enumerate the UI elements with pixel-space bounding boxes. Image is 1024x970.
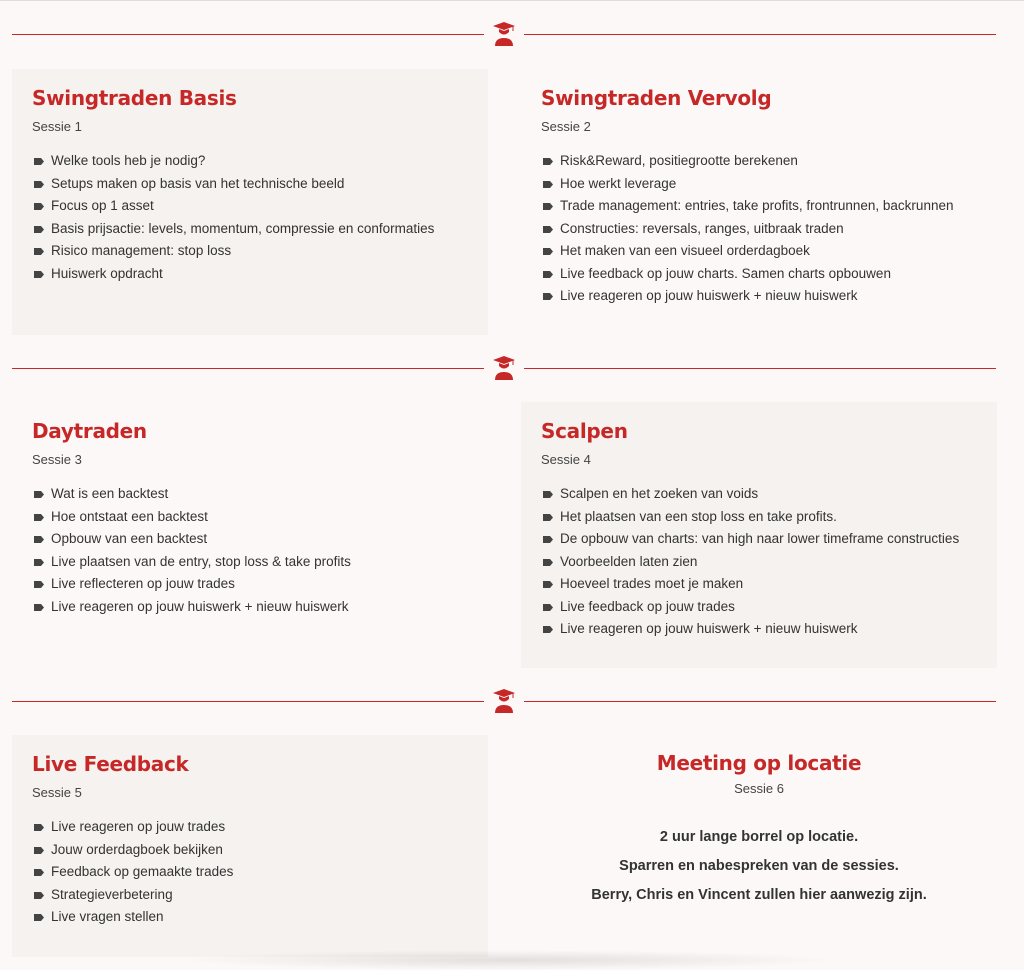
meeting-description (522, 823, 996, 910)
session-title: Swingtraden Vervolg (541, 86, 772, 110)
section-divider (12, 20, 996, 50)
tag-icon (543, 604, 553, 611)
list-item: Hoeveel trades moet je maken (543, 573, 959, 596)
section-divider (12, 354, 996, 384)
list-item: Live feedback op jouw trades (543, 596, 959, 619)
session-number: Sessie 1 (32, 119, 82, 134)
list-item: Constructies: reversals, ranges, uitbraak traden (543, 218, 953, 241)
divider-line (12, 368, 484, 369)
tag-icon (34, 248, 44, 255)
session-number: Sessie 5 (32, 785, 82, 800)
tag-icon (34, 559, 44, 566)
list-item: Welke tools heb je nodig? (34, 150, 434, 173)
graduate-icon (493, 22, 515, 46)
tag-icon (543, 514, 553, 521)
tag-icon (34, 226, 44, 233)
tag-icon (543, 536, 553, 543)
meeting-title: Meeting op locatie (656, 751, 862, 775)
list-item: Het maken van een visueel orderdagboek (543, 240, 953, 263)
list-item: Voorbeelden laten zien (543, 551, 959, 574)
tag-icon (543, 626, 553, 633)
session-title: Daytraden (32, 419, 147, 443)
meeting-line: Sparren en nabespreken van de sessies. (619, 858, 899, 874)
session-title: Live Feedback (32, 752, 189, 776)
session-title: Swingtraden Basis (32, 86, 237, 110)
list-item: Hoe werkt leverage (543, 173, 953, 196)
session-topics (543, 483, 959, 641)
tag-icon (34, 158, 44, 165)
session-topics (34, 150, 434, 285)
session-number: Sessie 4 (541, 452, 591, 467)
tag-icon (34, 824, 44, 831)
tag-icon (543, 181, 553, 188)
tag-icon (543, 293, 553, 300)
list-item: Live reflecteren op jouw trades (34, 573, 351, 596)
list-item: Live reageren op jouw trades (34, 816, 233, 839)
tag-icon (34, 581, 44, 588)
list-item: Wat is een backtest (34, 483, 351, 506)
list-item: Risk&Reward, positiegrootte berekenen (543, 150, 953, 173)
graduate-icon (493, 356, 515, 380)
tag-icon (34, 914, 44, 921)
tag-icon (34, 491, 44, 498)
meeting-line: Berry, Chris en Vincent zullen hier aanwezig zijn. (591, 887, 927, 903)
list-item: Het plaatsen van een stop loss en take profits. (543, 506, 959, 529)
tag-icon (34, 536, 44, 543)
session-number: Sessie 3 (32, 452, 82, 467)
list-item: Setups maken op basis van het technische beeld (34, 173, 434, 196)
tag-icon (543, 158, 553, 165)
session-topics (34, 816, 233, 929)
tag-icon (543, 559, 553, 566)
session-card-2 (521, 69, 997, 335)
tag-icon (543, 226, 553, 233)
tag-icon (34, 604, 44, 611)
list-item: Basis prijsactie: levels, momentum, compressie en conformaties (34, 218, 434, 241)
bottom-shadow (180, 950, 840, 970)
divider-line (524, 701, 996, 702)
list-item: Feedback op gemaakte trades (34, 861, 233, 884)
tag-icon (34, 271, 44, 278)
list-item: Risico management: stop loss (34, 240, 434, 263)
tag-icon (34, 514, 44, 521)
tag-icon (34, 203, 44, 210)
list-item: Huiswerk opdracht (34, 263, 434, 286)
list-item: Live reageren op jouw huiswerk + nieuw huiswerk (543, 618, 959, 641)
top-border (0, 0, 1024, 1)
section-divider (12, 687, 996, 717)
list-item: Live vragen stellen (34, 906, 233, 929)
list-item: Live reageren op jouw huiswerk + nieuw huiswerk (34, 596, 351, 619)
list-item: Scalpen en het zoeken van voids (543, 483, 959, 506)
meeting-card (522, 735, 996, 955)
list-item: Hoe ontstaat een backtest (34, 506, 351, 529)
session-card-3 (12, 402, 488, 668)
session-card-5 (12, 735, 488, 957)
divider-line (524, 368, 996, 369)
tag-icon (543, 248, 553, 255)
tag-icon (34, 892, 44, 899)
divider-line (524, 34, 996, 35)
session-number: Sessie 2 (541, 119, 591, 134)
session-topics (543, 150, 953, 308)
graduate-icon (493, 689, 515, 713)
session-number: Sessie 6 (734, 781, 784, 796)
tag-icon (34, 181, 44, 188)
list-item: Strategieverbetering (34, 884, 233, 907)
meeting-line: 2 uur lange borrel op locatie. (659, 829, 859, 845)
list-item: Live reageren op jouw huiswerk + nieuw huiswerk (543, 285, 953, 308)
tag-icon (34, 847, 44, 854)
list-item: Jouw orderdagboek bekijken (34, 839, 233, 862)
tag-icon (543, 271, 553, 278)
tag-icon (543, 491, 553, 498)
tag-icon (34, 869, 44, 876)
list-item: Live feedback op jouw charts. Samen charts opbouwen (543, 263, 953, 286)
tag-icon (543, 581, 553, 588)
divider-line (12, 701, 484, 702)
session-card-4 (521, 402, 997, 668)
list-item: Opbouw van een backtest (34, 528, 351, 551)
session-title: Scalpen (541, 419, 628, 443)
session-card-1 (12, 69, 488, 335)
list-item: Trade management: entries, take profits, frontrunnen, backrunnen (543, 195, 953, 218)
divider-line (12, 34, 484, 35)
list-item: De opbouw van charts: van high naar lower timeframe constructies (543, 528, 959, 551)
tag-icon (543, 203, 553, 210)
list-item: Focus op 1 asset (34, 195, 434, 218)
list-item: Live plaatsen van de entry, stop loss & take profits (34, 551, 351, 574)
session-topics (34, 483, 351, 618)
